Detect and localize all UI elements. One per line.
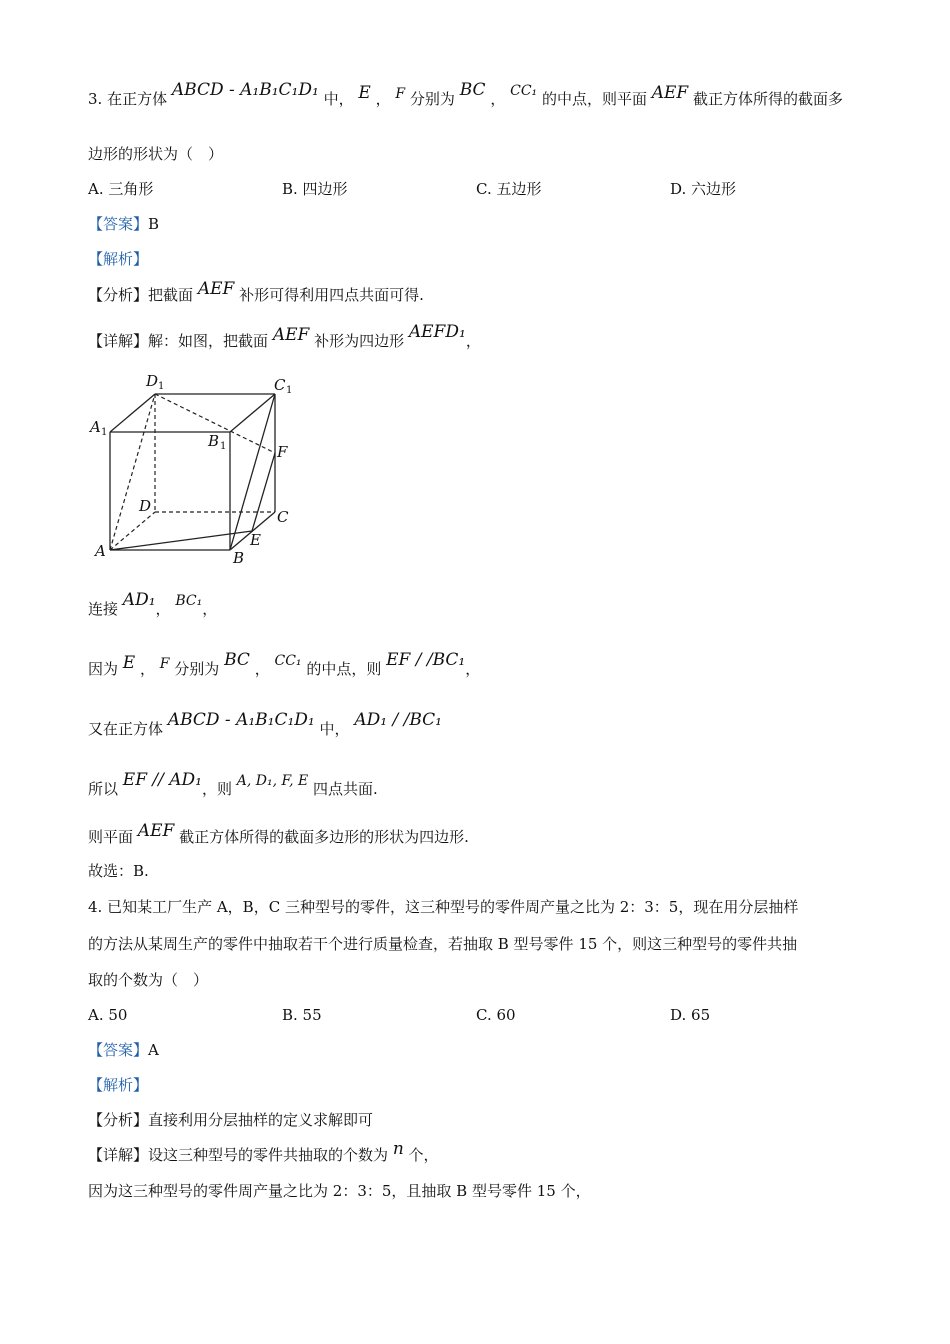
label-f: F (277, 443, 288, 461)
edge-bc1 (230, 394, 275, 550)
q3-stem-text: 3. 在正方体 (88, 90, 168, 108)
relation-ef-bc1: EF / /BC₁ (386, 650, 466, 670)
plane-aef: AEF (197, 279, 235, 299)
label-sub: 1 (158, 381, 165, 392)
detail-text: ，则 (202, 780, 233, 798)
q3-point-e: E (358, 83, 371, 103)
points-coplanar: A, D₁, F, E (236, 773, 309, 789)
detail-text: 设这三种型号的零件共抽取的个数为 (148, 1146, 389, 1164)
q3-so (88, 770, 378, 801)
label-c1: C (274, 376, 286, 394)
detail-text: ， (202, 600, 218, 618)
segment-cc1: CC₁ (274, 653, 302, 669)
plane-aef: AEF (272, 325, 310, 345)
q3-stem-text: 的中点，则平面 (541, 90, 647, 108)
cube-figure (84, 368, 314, 568)
fenxi-tag: 【分析】 (88, 286, 149, 304)
q3-option-a: A. 三角形 (88, 180, 154, 198)
answer-tag: 【答案】 (88, 1041, 149, 1059)
q4-answer (88, 1039, 159, 1061)
relation-ef-ad1: EF // AD₁ (122, 770, 202, 790)
q3-plane-aef: AEF (651, 83, 689, 103)
segment-bc: BC (224, 650, 250, 670)
q3-analysis-tag: 【解析】 (88, 250, 149, 268)
q3-fenxi (88, 279, 424, 306)
q3-also (88, 710, 442, 740)
fenxi-text: 直接利用分层抽样的定义求解即可 (148, 1111, 374, 1129)
q3-comma: ， (375, 90, 391, 108)
q4-option-a: A. 50 (88, 1006, 128, 1024)
label-sub: 1 (101, 427, 108, 438)
q4-stem-line3: 取的个数为（ ） (88, 971, 209, 989)
quad-aefd1: AEFD₁ (408, 322, 466, 342)
q3-stem-line1 (88, 80, 844, 111)
q3-because (88, 650, 481, 681)
label-d1: D (146, 372, 159, 390)
q3-option-d: D. 六边形 (670, 180, 737, 198)
q4-fenxi (88, 1109, 373, 1131)
q3-comma: ， (490, 90, 506, 108)
detail-text: 又在正方体 (88, 720, 164, 738)
edge-b1c1 (230, 394, 275, 432)
fenxi-tag: 【分析】 (88, 1111, 149, 1129)
relation-ad1-bc1: AD₁ / /BC₁ (354, 710, 442, 730)
q3-segment-cc1: CC₁ (510, 83, 538, 99)
label-b: B (233, 549, 245, 567)
point-e: E (122, 653, 136, 673)
q3-stem-text: 分别为 (409, 90, 455, 108)
answer-value: B (148, 215, 160, 233)
detail-text: 补形为四边形 (314, 332, 405, 350)
fenxi-text: 补形可得利用四点共面可得. (239, 286, 424, 304)
q3-stem-line2: 边形的形状为（ ） (88, 145, 224, 163)
detail-text: 所以 (88, 780, 119, 798)
label-sub: 1 (286, 385, 293, 396)
detail-text: 四点共面. (312, 780, 378, 798)
detail-text: 连接 (88, 600, 119, 618)
q3-stem-text: 截正方体所得的截面多 (693, 90, 844, 108)
q3-connect (88, 590, 218, 621)
fenxi-text: 把截面 (148, 286, 194, 304)
q3-detail-intro (88, 322, 481, 352)
q4-option-c: C. 60 (476, 1006, 516, 1024)
label-a1: A (90, 418, 101, 436)
detail-text: 则平面 (88, 828, 134, 846)
detail-text: 分别为 (174, 660, 220, 678)
q4-stem-line1: 4. 已知某工厂生产 A，B，C 三种型号的零件，这三种型号的零件周产量之比为 2：3：5，现在用分层抽样 (88, 898, 799, 916)
detail-text: 的中点，则 (306, 660, 382, 678)
q3-cube-name: ABCD - A₁B₁C₁D₁ (171, 80, 319, 100)
q3-option-c: C. 五边形 (476, 180, 542, 198)
point-f: F (159, 656, 170, 672)
plane-aef: AEF (137, 821, 175, 841)
q4-detail (88, 1139, 439, 1166)
detail-text: 个， (408, 1146, 439, 1164)
detail-text: ， (140, 660, 156, 678)
detail-text: ， (465, 332, 481, 350)
q3-stem-text: 中， (323, 90, 354, 108)
label-sub: 1 (220, 441, 227, 452)
q4-option-d: D. 65 (670, 1006, 711, 1024)
segment-ef (252, 453, 275, 531)
edge-a1d1 (110, 394, 155, 432)
q3-option-b: B. 四边形 (282, 180, 348, 198)
answer-tag: 【答案】 (88, 215, 149, 233)
detail-tag: 【详解】 (88, 332, 149, 350)
answer-value: A (148, 1041, 159, 1059)
detail-text: ， (155, 600, 171, 618)
q4-stem-line2: 的方法从某周生产的零件中抽取若干个进行质量检查，若抽取 B 型号零件 15 个，则这三种型号的零件共抽 (88, 935, 798, 953)
label-c: C (277, 508, 289, 526)
detail-text: 截正方体所得的截面多边形的形状为四边形. (179, 828, 469, 846)
variable-n: n (392, 1139, 404, 1159)
q3-then (88, 821, 469, 848)
q3-segment-bc: BC (459, 80, 486, 100)
detail-text: 因为 (88, 660, 119, 678)
detail-tag: 【详解】 (88, 1146, 149, 1164)
q3-point-f: F (395, 86, 406, 102)
q4-option-b: B. 55 (282, 1006, 322, 1024)
label-d: D (139, 497, 152, 515)
detail-text: ， (254, 660, 270, 678)
segment-bc1-text: BC₁ (175, 593, 203, 609)
label-a: A (95, 542, 106, 560)
segment-ad1-text: AD₁ (122, 590, 156, 610)
q4-analysis-tag: 【解析】 (88, 1076, 149, 1094)
segment-ad1 (110, 394, 155, 550)
cube-name: ABCD - A₁B₁C₁D₁ (167, 710, 315, 730)
q3-answer (88, 213, 159, 235)
q4-detail-line2: 因为这三种型号的零件周产量之比为 2：3：5，且抽取 B 型号零件 15 个， (88, 1182, 591, 1200)
detail-text: 中， (319, 720, 350, 738)
detail-text: 解：如图，把截面 (148, 332, 269, 350)
label-e: E (250, 531, 261, 549)
detail-text: ， (465, 660, 481, 678)
q3-choose: 故选：B. (88, 862, 149, 880)
label-b1: B (208, 432, 220, 450)
